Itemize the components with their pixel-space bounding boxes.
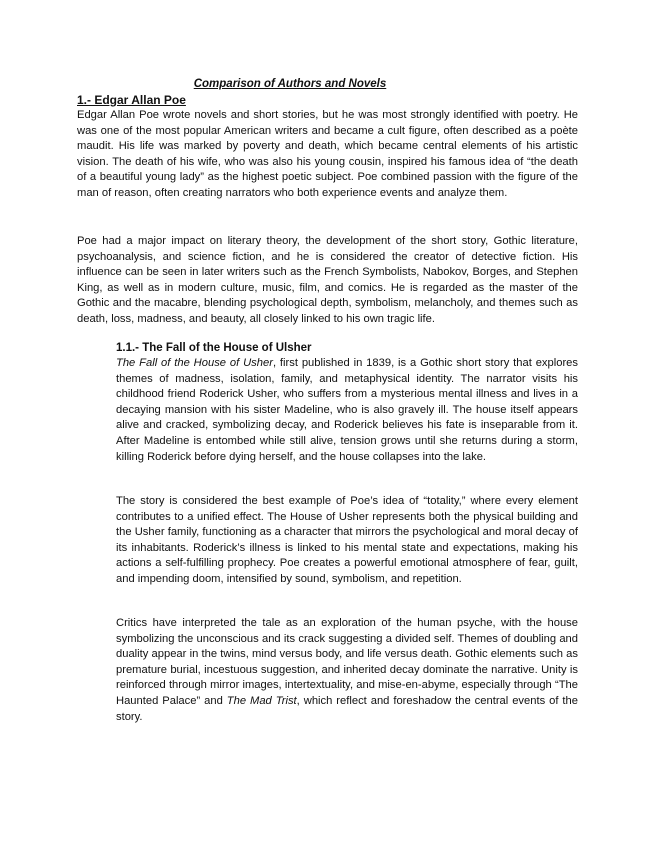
mad-trist-italic: The Mad Trist — [226, 694, 297, 707]
critics-text-a: Critics have interpreted the tale as an exploration of the human psyche, with the house symbolizing the unconscious and its crack suggesting a divided self. Themes of doubling and duality appear in the twins, mind versus body, and life versus death. Gothic elements such as premature burial, incestuous suggestion, and inherited decay dominate the narrative. Unity is reinforced through mirror images, intertextuality, and mise-en-abyme, especially through “The Haunted Palace” and — [116, 617, 578, 707]
paragraph-usher-critics — [116, 616, 578, 725]
usher-summary-text: , first published in 1839, is a Gothic short story that explores themes of madness, isolation, family, and metaphysical identity. The narrator visits his childhood friend Roderick Usher, who suffers from a mysterious mental illness and lives in a decaying mansion with his sister Madeline, who is also gravely ill. The house itself appears alive and cracked, symbolizing decay, and Roderick believes his fate is inseparable from it. After Madeline is entombed while still alive, tension grows until she returns during a storm, killing Roderick before dying herself, and the house collapses into the lake. — [116, 357, 578, 463]
document-title: Comparison of Authors and Novels — [193, 78, 387, 90]
paragraph-usher-totality: The story is considered the best example of Poe’s idea of “totality,” where every element contributes to a unified effect. The House of Usher represents both the physical building and the Usher family, functioning as a character that mirrors the psychological and moral decay of its inhabitants. Roderick’s illness is linked to his mental state and expectations, making his actions a self-fulfilling prophecy. Poe creates a powerful emotional atmosphere of fear, guilt, and impending doom, intensified by sound, symbolism, and repetition. — [116, 495, 578, 585]
critics-text-b: , which reflect and foreshadow the central events of the story. — [116, 694, 578, 723]
section-heading-poe: 1.- Edgar Allan Poe — [77, 93, 186, 107]
paragraph-poe-influence: Poe had a major impact on literary theory, the development of the short story, Gothic literature, psychoanalysis, and science fiction, and he is considered the creator of detective fiction. His influence can be seen in later writers such as the French Symbolists, Nabokov, Borges, and Stephen King, as well as in modern culture, music, film, and comics. He is regarded as the master of the Gothic and the macabre, blending psychological depth, symbolism, melancholy, and themes such as death, loss, madness, and beauty, all closely linked to his own tragic life. — [77, 235, 578, 325]
usher-title-italic: The Fall of the House of Usher — [116, 357, 273, 369]
paragraph-usher-summary — [116, 356, 578, 465]
paragraph-poe-bio: Edgar Allan Poe wrote novels and short stories, but he was most strongly identified with poetry. He was one of the most popular American writers and became a cult figure, often described as a poète maudit. His life was marked by poverty and death, which became central elements of his artistic vision. The death of his wife, who was also his young cousin, inspired his famous idea of “the death of a beautiful young lady” as the highest poetic subject. Poe combined passion with the figure of the man of reason, often creating narrators who both experience events and analyze them. — [77, 109, 578, 199]
subsection-heading-usher: 1.1.- The Fall of the House of Ulsher — [116, 342, 312, 354]
